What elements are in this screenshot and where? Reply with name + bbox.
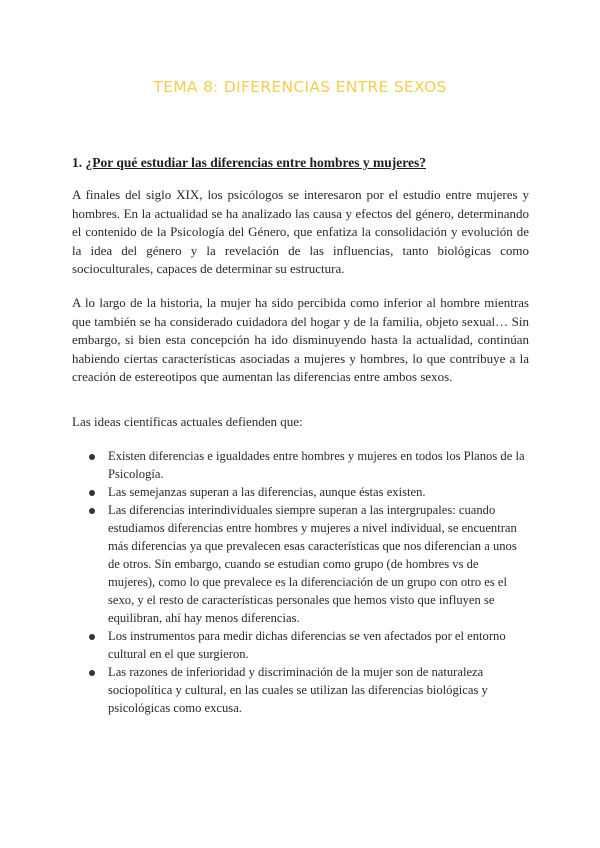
bullet-item-4 (108, 627, 528, 663)
bullet-item-1 (108, 447, 528, 483)
bullet-text-1: Existen diferencias e igualdades entre hombres y mujeres en todos los Planos de la Psicología. (108, 449, 525, 481)
bullet-text-5: Las razones de inferioridad y discriminación de la mujer son de naturaleza sociopolítica y cultural, en las cuales se utilizan las diferencias biológicas y psicológicas como excusa. (108, 665, 488, 715)
bullet-dot-icon (89, 454, 95, 460)
section-question: ¿Por qué estudiar las diferencias entre hombres y mujeres? (85, 155, 426, 170)
bullet-text-4: Los instrumentos para medir dichas diferencias se ven afectados por el entorno cultural en el que surgieron. (108, 629, 506, 661)
bullet-text-2: Las semejanzas superan a las diferencias, aunque éstas existen. (108, 485, 426, 499)
bullet-list (108, 447, 528, 717)
bullet-item-2 (108, 483, 528, 501)
bullet-item-5 (108, 663, 528, 717)
section-number: 1. (72, 155, 86, 170)
paragraph-1: A finales del siglo XIX, los psicólogos se interesaron por el estudio entre mujeres y hombres. En la actualidad se ha analizado las causa y efectos del género, determinando el contenido de la Psicología del Género, que enfatiza la consolidación y evolución de la idea del género y la revelación de las influencias, tanto biológicas como socioculturales, capaces de determinar su estructura. (72, 187, 529, 276)
bullet-dot-icon (89, 490, 95, 496)
section-heading (72, 155, 426, 171)
paragraph-3: Las ideas científicas actuales defienden que: (72, 414, 303, 429)
paragraph-2: A lo largo de la historia, la mujer ha sido percibida como inferior al hombre mientras que también se ha considerado cuidadora del hogar y de la familia, objeto sexual… Sin embargo, si bien esta concepción ha ido disminuyendo hasta la actualidad, continúan habiendo ciertas características asociadas a mujeres y hombres, lo que contribuye a la creación de estereotipos que aumentan las diferencias entre ambos sexos. (72, 295, 529, 384)
bullet-item-3 (108, 501, 528, 627)
bullet-text-3: Las diferencias interindividuales siempre superan a las intergrupales: cuando estudiamos diferencias entre hombres y mujeres a nivel individual, se encuentran más diferencias ya que prevalecen esas características que nos diferencian a unos de otros. Sin embargo, cuando se estudian como grupo (de hombres vs de mujeres), como lo que prevalece es la diferenciación de un grupo con otro es el sexo, y el resto de características personales que hemos visto que influyen se equilibran, ahí hay menos diferencias. (108, 503, 517, 625)
document-title: TEMA 8: DIFERENCIAS ENTRE SEXOS (153, 78, 447, 96)
bullet-dot-icon (89, 670, 95, 676)
bullet-dot-icon (89, 634, 95, 640)
bullet-dot-icon (89, 508, 95, 514)
